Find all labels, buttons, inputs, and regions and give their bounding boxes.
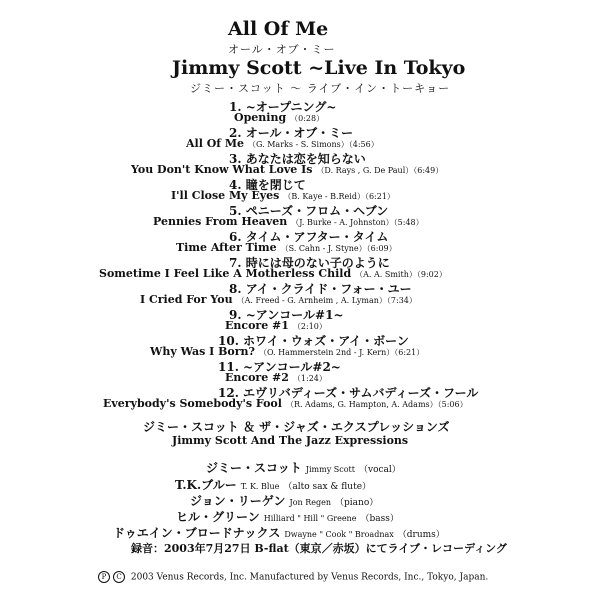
track-title-jp: 8. アイ・クライド・フォー・ユー — [229, 282, 412, 296]
track-credit: （2:10） — [292, 322, 327, 331]
track-title-en — [99, 267, 447, 280]
track-item — [0, 254, 592, 280]
band-name-jp: ジミー・スコット ＆ ザ・ジャズ・エクスプレッションズ — [143, 420, 450, 434]
track-title-jp: 7. 時には母のない子のように — [229, 256, 390, 270]
track-item — [0, 176, 592, 202]
track-item — [0, 228, 592, 254]
artist-title-jp: ジミー・スコット ～ ライブ・イン・トーキョー — [190, 82, 451, 95]
track-name: Time After Time — [176, 241, 277, 254]
track-title-jp: 9. ~アンコール#1~ — [229, 308, 344, 322]
member-name-en: Hilliard " Hill " Greene — [263, 514, 357, 523]
track-title-en — [225, 319, 327, 332]
member-instrument: （bass） — [360, 514, 399, 524]
band-name-en: Jimmy Scott And The Jazz Expressions — [172, 434, 409, 447]
track-title-jp: 4. 瞳を閉じて — [229, 178, 306, 192]
track-name: You Don't Know What Love Is — [131, 163, 313, 176]
member-name-en: T. K. Blue — [240, 482, 280, 491]
copyright-mark-icon: C — [113, 571, 125, 583]
track-item — [0, 202, 592, 228]
track-item — [0, 98, 592, 124]
copyright-text: 2003 Venus Records, Inc. Manufactured by Venus Records, Inc., Tokyo, Japan. — [130, 572, 489, 583]
track-title-jp: 5. ペニーズ・フロム・ヘブン — [229, 204, 389, 218]
track-title-jp: 10. ホワイ・ウォズ・アイ・ボーン — [218, 334, 409, 348]
track-name: Opening — [234, 111, 287, 124]
track-title-en — [140, 293, 417, 306]
track-title-en — [225, 371, 327, 384]
track-name: I'll Close My Eyes — [171, 189, 280, 202]
track-item — [0, 150, 592, 176]
member-name-en: Jon Regen — [289, 498, 332, 507]
track-title-en — [171, 189, 395, 202]
track-credit: （S. Cahn - J. Styne）（6:09） — [280, 244, 397, 253]
track-credit: （J. Burke - A. Johnston）（5:48） — [291, 218, 424, 227]
album-title: All Of Me — [228, 18, 329, 40]
track-item — [0, 332, 592, 358]
track-credit: （1:24） — [292, 374, 327, 383]
track-credit: （O. Hammerstein 2nd - J. Kern）（6:21） — [258, 348, 425, 357]
member-name-jp: ジミー・スコット — [206, 461, 302, 475]
track-credit: （G. Marks - S. Simons）（4:56） — [248, 140, 379, 149]
album-title-jp: オール・オブ・ミー — [228, 43, 336, 56]
track-title-en — [186, 137, 379, 150]
track-title-jp: 1. ~オープニング~ — [229, 100, 337, 114]
track-name: Pennies From Heaven — [153, 215, 288, 228]
track-title-jp: 3. あなたは恋を知らない — [229, 152, 366, 166]
track-title-jp: 11. ~アンコール#2~ — [218, 360, 341, 374]
track-credit: （D. Rays , G. De Paul）（6:49） — [316, 166, 444, 175]
track-item — [0, 306, 592, 332]
track-credit: （A. A. Smith）（9:02） — [355, 270, 447, 279]
track-name: Encore #1 — [225, 319, 289, 332]
track-credit: （0:28） — [290, 114, 325, 123]
member-name-jp: ジョン・リーゲン — [190, 494, 286, 508]
member-instrument: （drums） — [397, 530, 445, 540]
track-title-en — [153, 215, 424, 228]
member-name-jp: ヒル・グリーン — [176, 510, 260, 524]
track-item — [0, 124, 592, 150]
member-row — [113, 522, 445, 541]
member-instrument: （vocal） — [358, 465, 401, 475]
recording-info: 録音：2003年7月27日 B-flat（東京／赤坂）にてライブ・レコーディング — [131, 542, 507, 555]
track-credit: （R. Adams, G. Hampton, A. Adams）（5:06） — [285, 400, 468, 409]
track-item — [0, 384, 592, 410]
track-item — [0, 280, 592, 306]
track-name: Everybody's Somebody's Fool — [103, 397, 282, 410]
track-credit: （A. Freed - G. Arnheim , A. Lyman）（7:34） — [236, 296, 417, 305]
track-title-jp: 2. オール・オブ・ミー — [229, 126, 354, 140]
track-name: Sometime I Feel Like A Motherless Child — [99, 267, 352, 280]
member-name-en: Jimmy Scott — [305, 465, 355, 474]
track-name: All Of Me — [186, 137, 245, 150]
track-name: I Cried For You — [140, 293, 233, 306]
track-title-en — [131, 163, 443, 176]
member-instrument: （alto sax & flute） — [283, 482, 372, 492]
member-name-en: Dwayne " Cook " Broadnax — [284, 530, 394, 539]
track-title-en — [234, 111, 324, 124]
track-name: Encore #2 — [225, 371, 289, 384]
phonogram-mark-icon: P — [98, 571, 110, 583]
track-credit: （B. Kaye - B.Reid）（6:21） — [283, 192, 395, 201]
copyright-line — [98, 571, 488, 583]
member-name-jp: ドゥエイン・ブロードナックス — [113, 526, 281, 540]
track-title-jp: 6. タイム・アフター・タイム — [229, 230, 389, 244]
member-instrument: （piano） — [335, 498, 379, 508]
track-title-jp: 12. エヴリバディーズ・サムバディーズ・フール — [218, 386, 479, 400]
track-title-en — [103, 397, 468, 410]
track-title-en — [150, 345, 424, 358]
artist-title: Jimmy Scott ~Live In Tokyo — [172, 57, 466, 79]
member-name-jp: T.K.ブルー — [175, 478, 237, 492]
track-item — [0, 358, 592, 384]
track-title-en — [176, 241, 397, 254]
track-name: Why Was I Born? — [150, 345, 255, 358]
